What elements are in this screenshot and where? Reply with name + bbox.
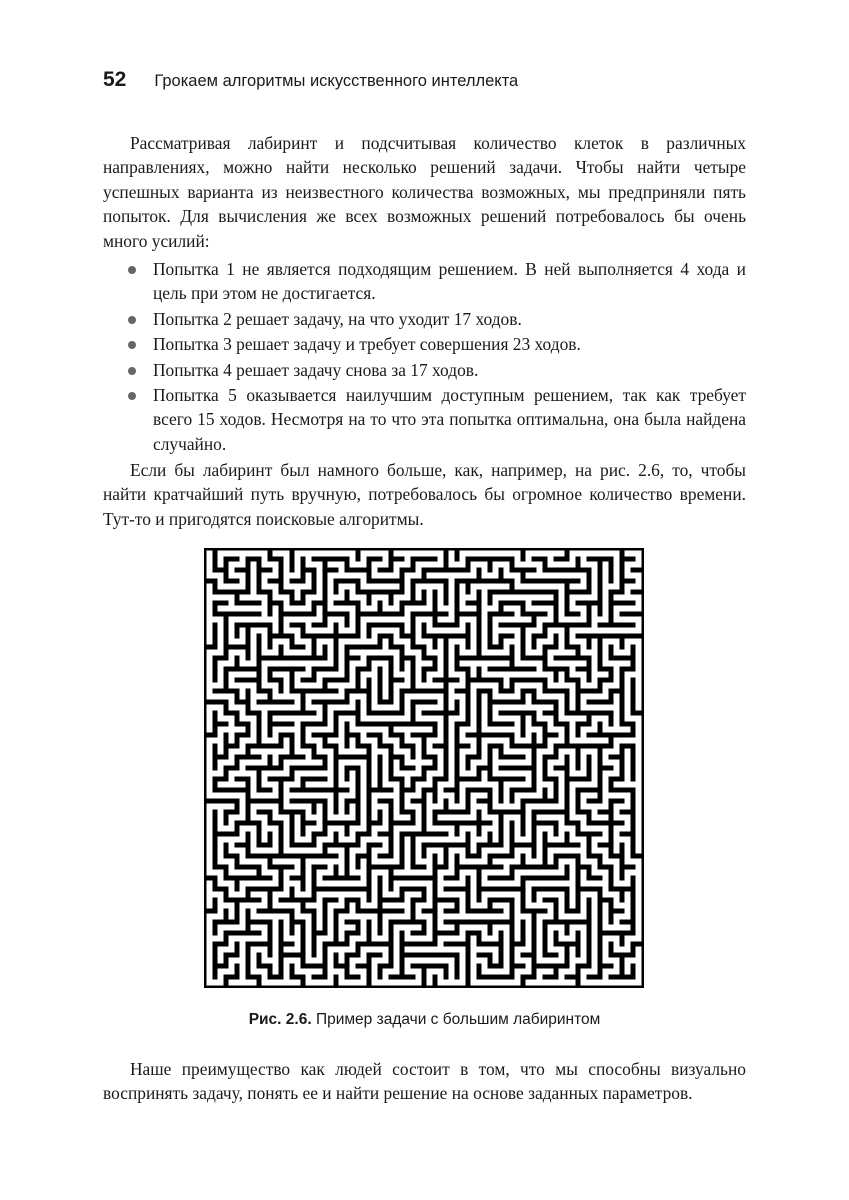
maze-walls [204, 548, 644, 988]
bullet-icon [128, 341, 136, 349]
list-item: Попытка 5 оказывается наилучшим доступным решением, так как требует всего 15 ходов. Несмотря на то что эта попытка оптимальна, она была найдена случайно. [103, 383, 746, 456]
second-paragraph: Если бы лабиринт был намного больше, как, например, на рис. 2.6, то, чтобы найти кратчайший путь вручную, потребовалось бы огромное количество времени. Тут-то и пригодятся поисковые алгоритмы. [103, 460, 746, 529]
page-number: 52 [103, 68, 127, 91]
figure-label: Рис. 2.6. [248, 1011, 312, 1028]
figure-caption-text: Пример задачи с большим лабиринтом [315, 1011, 601, 1028]
maze-image [204, 548, 644, 988]
maze-figure [204, 548, 644, 988]
bullet-icon [128, 392, 136, 400]
list-item: Попытка 3 решает задачу и требует совершения 23 ходов. [103, 332, 746, 356]
page-header [103, 68, 746, 92]
list-item: Попытка 1 не является подходящим решением. В ней выполняется 4 хода и цель при этом не достигается. [103, 257, 746, 306]
bullet-icon [128, 266, 136, 274]
intro-paragraph: Рассматривая лабиринт и подсчитывая количество клеток в различных направлениях, можно найти несколько решений задачи. Чтобы найти четыре успешных варианта из неизвестного количества возможных, мы предприняли пять попыток. Для вычисления же всех возможных решений потребовалось бы очень много усилий: [103, 133, 746, 251]
bullet-icon [128, 316, 136, 324]
list-item: Попытка 2 решает задачу, на что уходит 17 ходов. [103, 307, 746, 331]
attempts-list [103, 257, 746, 457]
bullet-icon [128, 367, 136, 375]
closing-paragraph: Наше преимущество как людей состоит в том, что мы способны визуально воспринять задачу, понять ее и найти решение на основе заданных параметров. [103, 1059, 746, 1104]
running-title: Грокаем алгоритмы искусственного интеллекта [154, 72, 519, 90]
figure-caption [0, 1011, 849, 1029]
list-item: Попытка 4 решает задачу снова за 17 ходов. [103, 358, 746, 382]
